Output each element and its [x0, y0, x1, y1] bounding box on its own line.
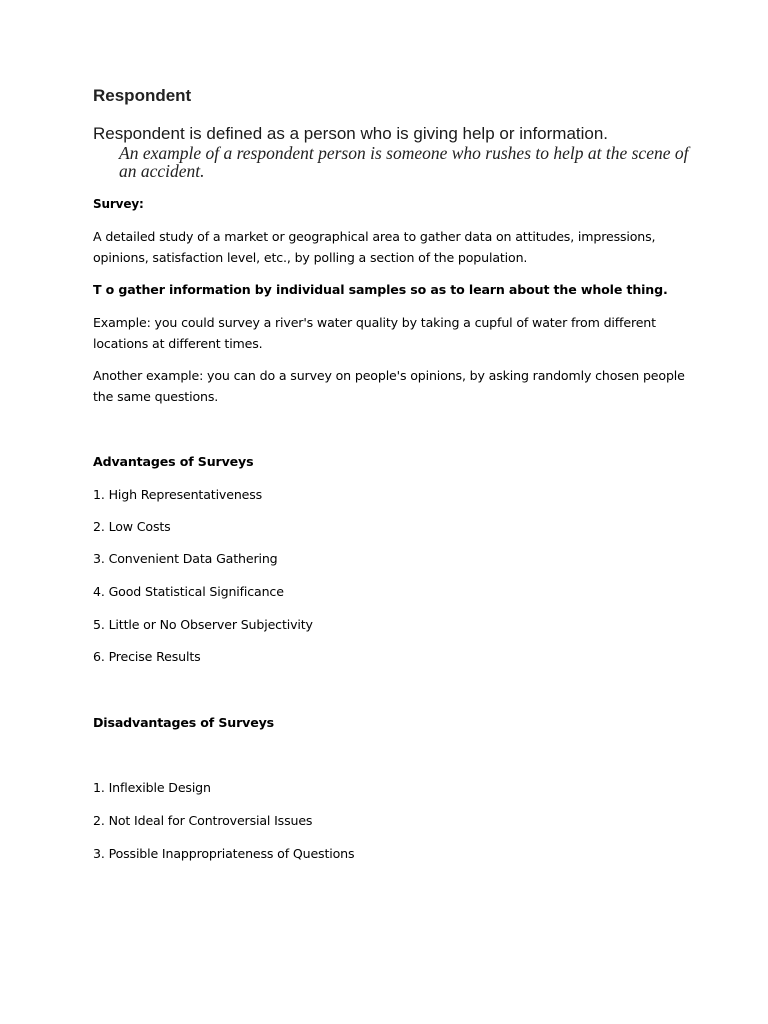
- respondent-example: An example of a respondent person is someone who rushes to help at the scene of an accident.: [119, 143, 689, 181]
- advantage-item: 3. Convenient Data Gathering: [93, 551, 278, 566]
- disadvantage-item: 1. Inflexible Design: [93, 780, 211, 795]
- advantage-item: 5. Little or No Observer Subjectivity: [93, 617, 313, 632]
- advantage-item: 1. High Representativeness: [93, 487, 263, 502]
- respondent-definition: Respondent is defined as a person who is giving help or information.: [93, 124, 609, 143]
- advantages-heading: Advantages of Surveys: [93, 454, 254, 469]
- disadvantage-item: 2. Not Ideal for Controversial Issues: [93, 813, 313, 828]
- page-title: Respondent: [93, 86, 192, 105]
- advantage-item: 6. Precise Results: [93, 649, 201, 664]
- advantage-item: 4. Good Statistical Significance: [93, 584, 284, 599]
- survey-label: Survey:: [93, 197, 144, 211]
- advantage-item: 2. Low Costs: [93, 519, 171, 534]
- survey-example-2: Another example: you can do a survey on people's opinions, by asking randomly chosen people the same questions.: [93, 368, 685, 404]
- survey-example-1: Example: you could survey a river's water quality by taking a cupful of water from different locations at different times.: [93, 315, 656, 351]
- disadvantages-heading: Disadvantages of Surveys: [93, 715, 275, 730]
- disadvantage-item: 3. Possible Inappropriateness of Questions: [93, 846, 355, 861]
- survey-definition: A detailed study of a market or geographical area to gather data on attitudes, impressions, opinions, satisfaction level, etc., by polling a section of the population.: [93, 229, 656, 265]
- survey-purpose: T o gather information by individual samples so as to learn about the whole thing.: [93, 282, 668, 297]
